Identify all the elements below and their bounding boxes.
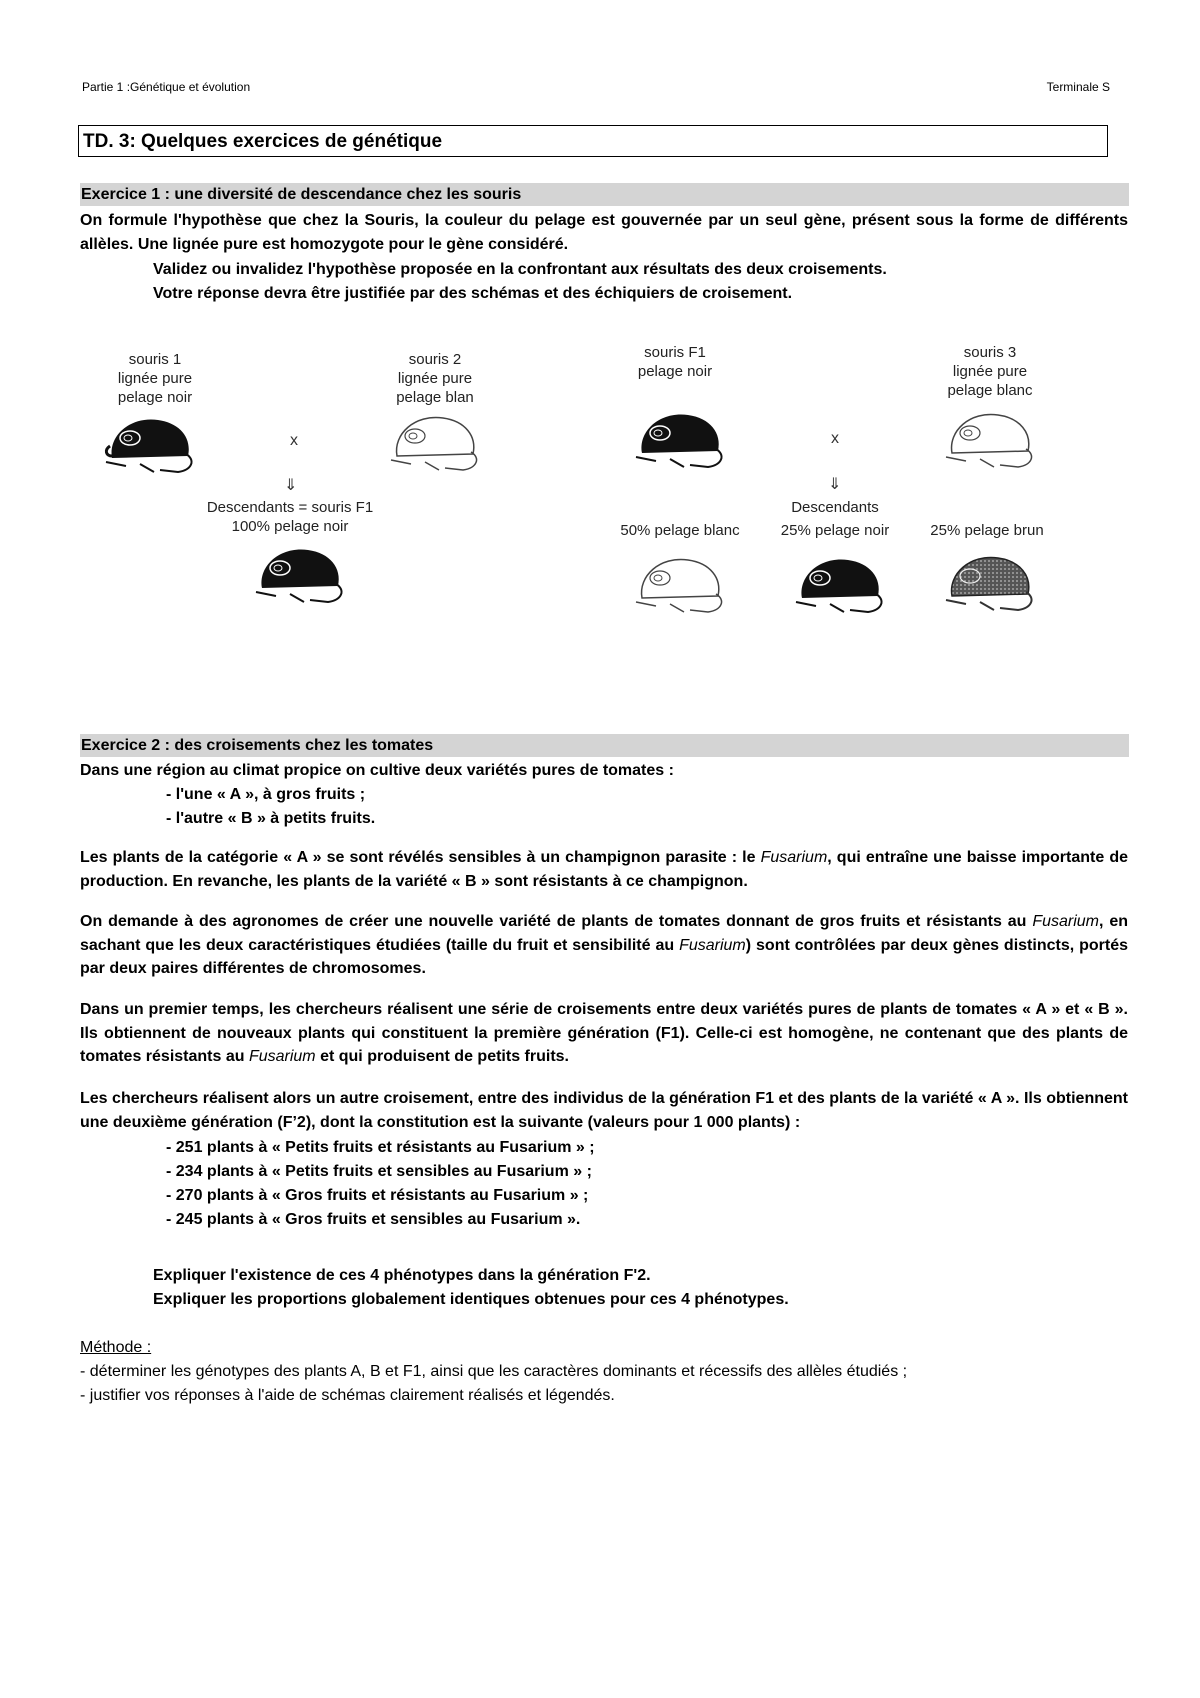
arrow-down-1: ⇓ <box>284 477 298 494</box>
souris-2-label: souris 2 lignée pure pelage blan <box>396 351 474 406</box>
variety-a-item: - l'une « A », à gros fruits ; <box>166 786 366 803</box>
souris-3-label: souris 3 lignée pure pelage blanc <box>947 344 1033 399</box>
exercise-2-paragraph-3: Dans un premier temps, les chercheurs réalisent une série de croisements entre deux variétés pures de plants de tomates « A » et « B ». Ils obtiennent de nouveaux plants qui constituent la première génération (F1). Celle-ci est homogène, ne contenant que des plants de tomates résistants au Fusarium et qui produisent de petits fruits. <box>80 1001 1128 1065</box>
white-mouse-icon <box>940 405 1040 473</box>
black-mouse-icon <box>250 540 350 608</box>
result-black-label: 25% pelage noir <box>780 522 890 539</box>
exercise-1-instruction-1: Validez ou invalidez l'hypothèse proposée en la confrontant aux résultats des deux croisements. <box>153 261 887 278</box>
exercise-1-instruction-2: Votre réponse devra être justifiée par des schémas et des échiquiers de croisement. <box>153 285 793 302</box>
descendants-f1-label: Descendants = souris F1 100% pelage noir <box>206 499 374 535</box>
variety-b-item: - l'autre « B » à petits fruits. <box>166 810 376 827</box>
white-mouse-icon <box>385 408 485 476</box>
black-mouse-icon <box>100 410 200 478</box>
black-mouse-icon <box>630 405 730 473</box>
exercise-2-paragraph-2: On demande à des agronomes de créer une nouvelle variété de plants de tomates donnant de gros fruits et résistants au Fusarium, en sachant que les deux caractéristiques étudiées (taille du fruit et sensibilité au Fusarium) sont contrôlées par deux gènes distincts, portés par deux paires différentes de chromosomes. <box>80 913 1129 977</box>
black-mouse-icon <box>790 550 890 618</box>
exercise-2-paragraph-4: Les chercheurs réalisent alors un autre croisement, entre des individus de la génération F1 et des plants de la variété « A ». Ils obtiennent une deuxième génération (F’2), dont la constitution est la suivante (valeurs pour 1 000 plants) : <box>80 1090 1128 1131</box>
result-white-label: 50% pelage blanc <box>620 522 740 539</box>
question-2: Expliquer les proportions globalement identiques obtenues pour ces 4 phénotypes. <box>153 1291 789 1308</box>
brown-mouse-icon <box>940 548 1040 616</box>
cross-symbol-1: x <box>290 432 298 449</box>
exercise-2-heading: Exercice 2 : des croisements chez les tomates <box>80 734 1129 757</box>
exercise-2-paragraph-1: Les plants de la catégorie « A » se sont révélés sensibles à un champignon parasite : le Fusarium, qui entraîne une baisse importante de production. En revanche, les plants de la variété « B » sont résistants à ce champignon. <box>80 849 1129 890</box>
souris-f1-label: souris F1 pelage noir <box>637 344 713 380</box>
result-item-1: - 251 plants à « Petits fruits et résistants au Fusarium » ; <box>166 1139 595 1156</box>
header-left: Partie 1 :Génétique et évolution <box>82 80 251 94</box>
exercise-1-heading: Exercice 1 : une diversité de descendance chez les souris <box>80 183 1129 206</box>
descendants-label: Descendants <box>791 499 879 516</box>
result-item-4: - 245 plants à « Gros fruits et sensibles au Fusarium ». <box>166 1211 581 1228</box>
result-item-2: - 234 plants à « Petits fruits et sensibles au Fusarium » ; <box>166 1163 592 1180</box>
page-title: TD. 3: Quelques exercices de génétique <box>78 125 1108 157</box>
white-mouse-icon <box>630 550 730 618</box>
exercise-1-hypothesis: On formule l'hypothèse que chez la Souris, la couleur du pelage est gouvernée par un seul gène, présent sous la forme de différents allèles. Une lignée pure est homozygote pour le gène considéré. <box>80 212 1128 253</box>
method-item-2: - justifier vos réponses à l'aide de schémas clairement réalisés et légendés. <box>80 1387 615 1404</box>
arrow-down-2: ⇓ <box>828 476 842 493</box>
result-brown-label: 25% pelage brun <box>930 522 1044 539</box>
question-1: Expliquer l'existence de ces 4 phénotypes dans la génération F'2. <box>153 1267 651 1284</box>
method-item-1: - déterminer les génotypes des plants A, B et F1, ainsi que les caractères dominants et récessifs des allèles étudiés ; <box>80 1363 908 1380</box>
souris-1-label: souris 1 lignée pure pelage noir <box>117 351 193 406</box>
method-title: Méthode : <box>80 1339 152 1356</box>
result-item-3: - 270 plants à « Gros fruits et résistants au Fusarium » ; <box>166 1187 589 1204</box>
cross-symbol-2: x <box>831 430 839 447</box>
exercise-2-intro: Dans une région au climat propice on cultive deux variétés pures de tomates : <box>80 762 674 779</box>
header-right: Terminale S <box>1046 80 1110 94</box>
